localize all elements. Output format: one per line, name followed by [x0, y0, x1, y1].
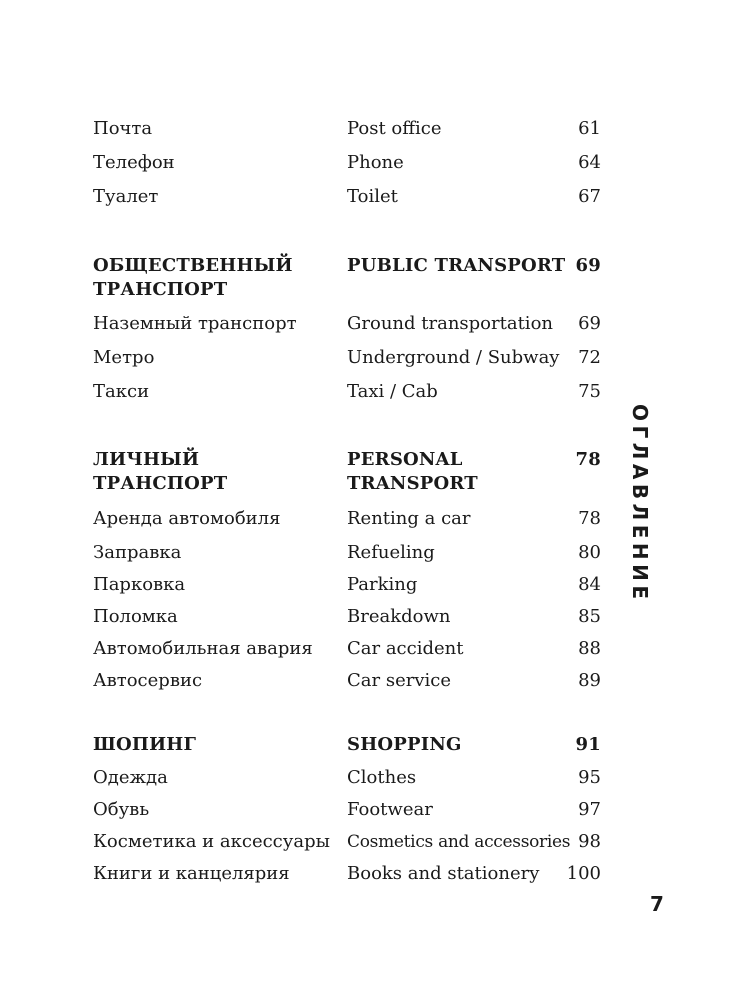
toc-ru-title: Заправка: [93, 542, 182, 563]
toc-page-number: 78: [575, 449, 601, 470]
toc-en-title: Breakdown: [347, 606, 451, 627]
toc-page-number: 91: [575, 734, 601, 755]
toc-page-number: 80: [578, 542, 601, 563]
toc-en-title: Footwear: [347, 799, 433, 820]
toc-en-title: Ground transportation: [347, 313, 553, 334]
toc-ru-title: Наземный транспорт: [93, 313, 297, 334]
toc-en-section-title: PUBLIC TRANSPORT: [347, 255, 566, 276]
toc-page-number: 61: [578, 118, 601, 139]
toc-en-title: Car accident: [347, 638, 464, 659]
toc-page-number: 98: [578, 831, 601, 852]
toc-en-title: Clothes: [347, 767, 417, 788]
toc-en-title: Post office: [347, 118, 442, 139]
toc-en-title: Cosmetics and accessories: [347, 832, 571, 852]
toc-en-title: Parking: [347, 574, 418, 595]
toc-ru-title: Метро: [93, 347, 155, 368]
toc-ru-section-title: ЛИЧНЫЙ ТРАНСПОРТ: [93, 449, 228, 494]
toc-en-title: Car service: [347, 670, 451, 691]
toc-ru-title: Обувь: [93, 799, 150, 820]
toc-en-section-title: SHOPPING: [347, 734, 462, 755]
toc-ru-title: Поломка: [93, 606, 178, 627]
toc-page-number: 95: [578, 767, 601, 788]
side-title-contents: ОГЛАВЛЕНИЕ: [628, 404, 652, 604]
toc-ru-title: Телефон: [93, 152, 175, 173]
toc-ru-title: Автосервис: [93, 670, 203, 691]
toc-ru-title: Почта: [93, 118, 153, 139]
toc-ru-section-title: ОБЩЕСТВЕННЫЙ ТРАНСПОРТ: [93, 255, 293, 300]
toc-ru-title: Аренда автомобиля: [93, 508, 281, 529]
toc-en-title: Refueling: [347, 542, 435, 563]
toc-page-number: 78: [578, 508, 601, 529]
toc-page-number: 75: [578, 381, 601, 402]
toc-ru-title: Одежда: [93, 767, 168, 788]
toc-en-section-title: PERSONAL TRANSPORT: [347, 449, 478, 494]
toc-page-number: 72: [578, 347, 601, 368]
toc-page-number: 100: [566, 863, 601, 884]
toc-ru-title: Автомобильная авария: [93, 638, 313, 659]
toc-en-title: Books and stationery: [347, 863, 540, 884]
toc-page-number: 97: [578, 799, 601, 820]
toc-page-number: 69: [575, 255, 601, 276]
toc-page-number: 67: [578, 186, 601, 207]
toc-page-number: 84: [578, 574, 601, 595]
toc-ru-title: Косметика и аксессуары: [93, 831, 330, 852]
toc-ru-title: Парковка: [93, 574, 186, 595]
toc-en-title: Renting a car: [347, 508, 471, 529]
toc-page-number: 64: [578, 152, 601, 173]
toc-en-title: Phone: [347, 152, 404, 173]
toc-ru-title: Туалет: [93, 186, 159, 207]
page-number: 7: [650, 892, 664, 916]
toc-ru-section-title: ШОПИНГ: [93, 734, 197, 755]
toc-en-title: Toilet: [347, 186, 398, 207]
toc-en-title: Underground / Subway: [347, 347, 560, 368]
toc-ru-title: Книги и канцелярия: [93, 863, 290, 884]
toc-page-number: 85: [578, 606, 601, 627]
toc-ru-title: Такси: [93, 381, 150, 402]
toc-page-number: 89: [578, 670, 601, 691]
toc-page-number: 69: [578, 313, 601, 334]
toc-en-title: Taxi / Cab: [347, 381, 438, 402]
toc-page-number: 88: [578, 638, 601, 659]
